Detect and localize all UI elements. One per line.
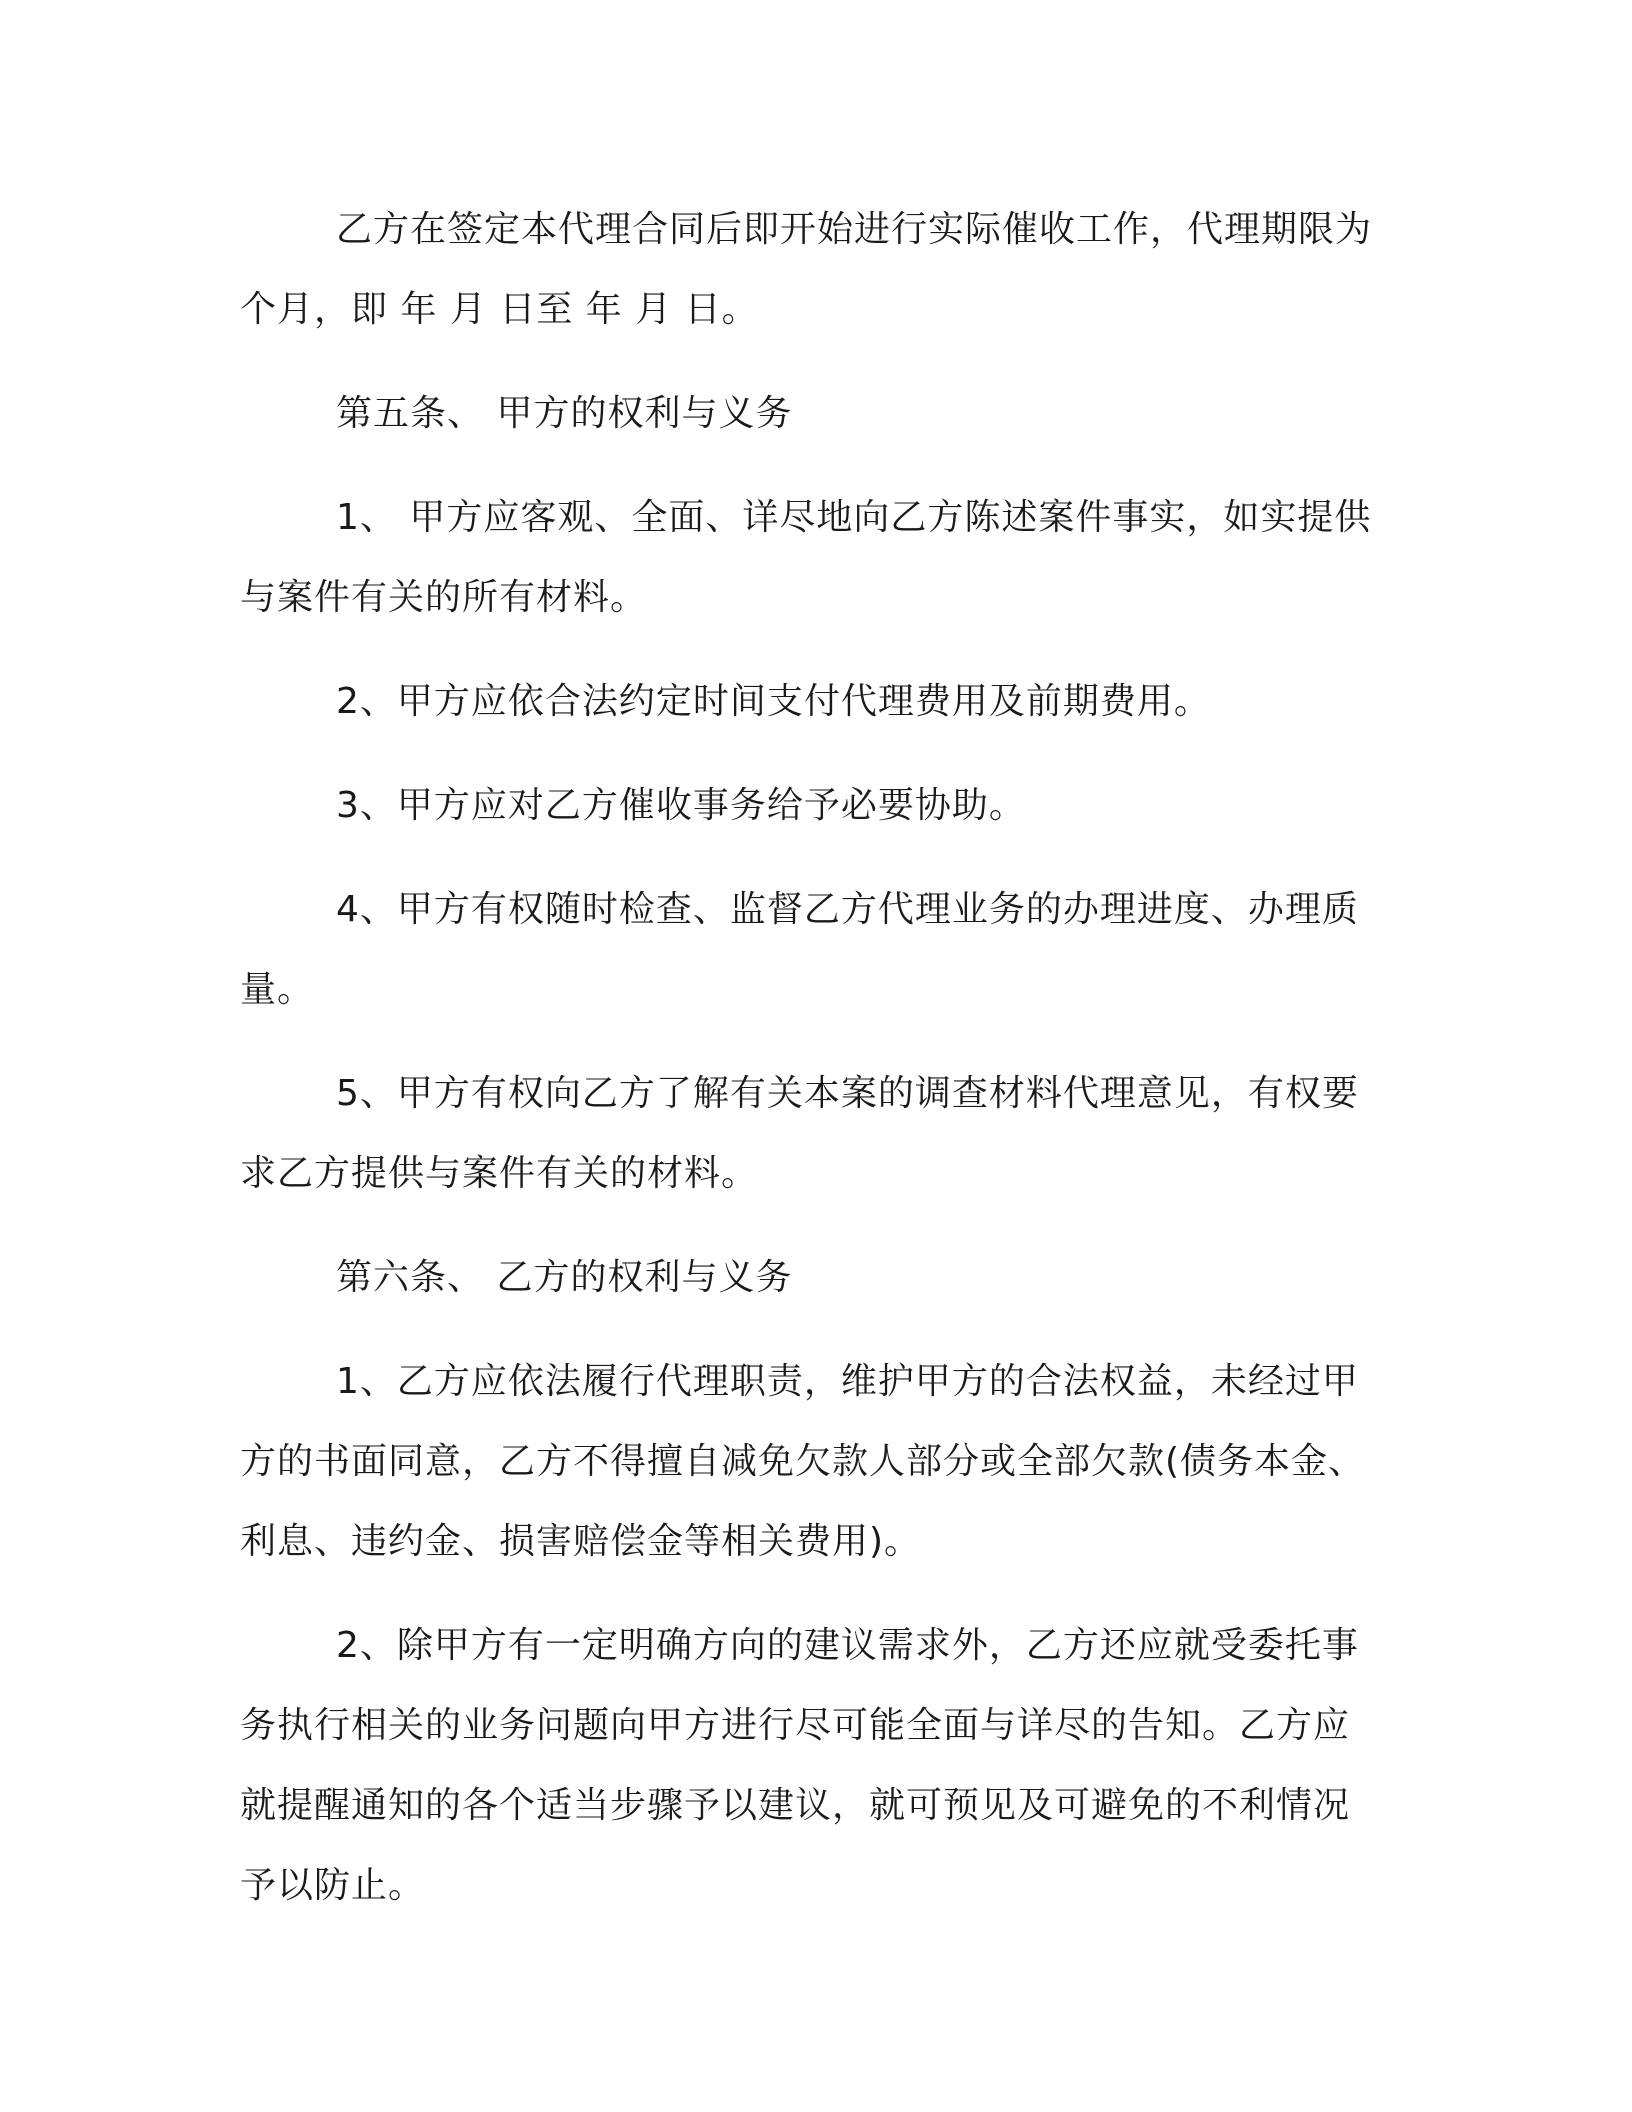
document-body (240, 190, 1380, 1926)
paragraph-party-b-clause-2: 2、除甲方有一定明确方向的建议需求外，乙方还应就受委托事务执行相关的业务问题向甲方进行尽可能全面与详尽的告知。乙方应就提醒通知的各个适当步骤予以建议，就可预见及可避免的不利情况予以防止。 (240, 1625, 1359, 1906)
paragraph-agency-term: 乙方在签定本代理合同后即开始进行实际催收工作，代理期限为个月，即 年 月 日至 年 月 日。 (240, 209, 1373, 330)
paragraph-party-b-clause-1: 1、乙方应依法履行代理职责，维护甲方的合法权益，未经过甲方的书面同意，乙方不得擅自减免欠款人部分或全部欠款(债务本金、利息、违约金、损害赔偿金等相关费用)。 (240, 1361, 1366, 1562)
section-heading-article-6: 第六条、 乙方的权利与义务 (336, 1257, 793, 1298)
section-heading-article-5: 第五条、 甲方的权利与义务 (336, 393, 793, 434)
paragraph-party-a-clause-5: 5、甲方有权向乙方了解有关本案的调查材料代理意见，有权要求乙方提供与案件有关的材料。 (240, 1073, 1359, 1194)
paragraph-party-a-clause-1: 1、 甲方应客观、全面、详尽地向乙方陈述案件事实，如实提供与案件有关的所有材料。 (240, 497, 1372, 618)
paragraph-party-a-clause-4: 4、甲方有权随时检查、监督乙方代理业务的办理进度、办理质量。 (240, 889, 1359, 1010)
paragraph-party-a-clause-3: 3、甲方应对乙方催收事务给予必要协助。 (336, 785, 1026, 826)
paragraph-party-a-clause-2: 2、甲方应依合法约定时间支付代理费用及前期费用。 (336, 681, 1211, 722)
